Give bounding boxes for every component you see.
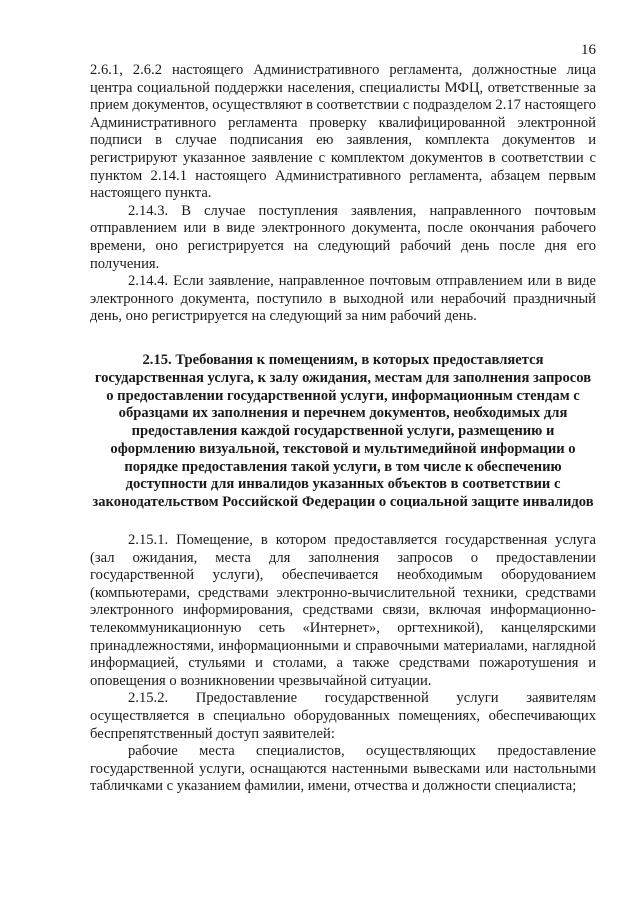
paragraph-2-14-3: 2.14.3. В случае поступления заявления, направленного почтовым отправлением или в виде электронного документа, после окончания рабочего времени, оно регистрируется на следующий рабочий день после дня его получения. bbox=[90, 202, 596, 272]
paragraph-continuation: 2.6.1, 2.6.2 настоящего Административного регламента, должностные лица центра социальной поддержки населения, специалисты МФЦ, ответственные за прием документов, осуществляют в соответствии с подразделом 2.17 настоящего Административного регламента проверку квалифицированной электронной подписи в случае подписания ею заявления, комплекта документов и регистрируют указанное заявление с комплектом документов в соответствии с пунктом 2.14.1 настоящего Административного регламента, абзацем первым настоящего пункта. bbox=[90, 62, 596, 202]
paragraph-2-14-4: 2.14.4. Если заявление, направленное почтовым отправлением или в виде электронного документа, поступило в выходной или нерабочий праздничный день, оно регистрируется на следующий за ним рабочий день. bbox=[90, 273, 596, 325]
paragraph-2-15-1: 2.15.1. Помещение, в котором предоставляется государственная услуга (зал ожидания, места для заполнения запросов о предоставлении государственной услуги), обеспечивается необходимым оборудованием (компьютерами, средствами электронно-вычислительной техники, средствами электронного информирования, средствами связи, включая информационно-телекоммуникационную сеть «Интернет», оргтехникой), канцелярскими принадлежностями, информационными и справочными материалами, наглядной информацией, стульями и столами, а также средствами пожаротушения и оповещения о возникновении чрезвычайной ситуации. bbox=[90, 532, 596, 689]
section-heading-text: 2.15. Требования к помещениям, в которых предоставляется государственная услуга, к залу ожидания, местам для заполнения запросов о предоставлении государственной услуги, информационным стендам с образцами их заполнения и перечнем документов, необходимых для предоставления каждой государственной услуги, размещению и оформлению визуальной, текстовой и мультимедийной информации о порядке предоставления такой услуги, в том числе к обеспечению доступности для инвалидов указанных объектов в соответствии с законодательством Российской Федерации о социальной защите инвалидов bbox=[92, 351, 594, 511]
section-heading-2-15 bbox=[90, 352, 596, 512]
paragraph-2-15-2: 2.15.2. Предоставление государственной услуги заявителям осуществляется в специально оборудованных помещениях, обеспечивающих беспрепятственный доступ заявителей: bbox=[90, 690, 596, 742]
paragraph-workplaces: рабочие места специалистов, осуществляющих предоставление государственной услуги, оснащаются настенными вывесками или настольными табличками с указанием фамилии, имени, отчества и должности специалиста; bbox=[90, 743, 596, 795]
document-body bbox=[90, 62, 596, 796]
page-number: 16 bbox=[581, 42, 596, 58]
